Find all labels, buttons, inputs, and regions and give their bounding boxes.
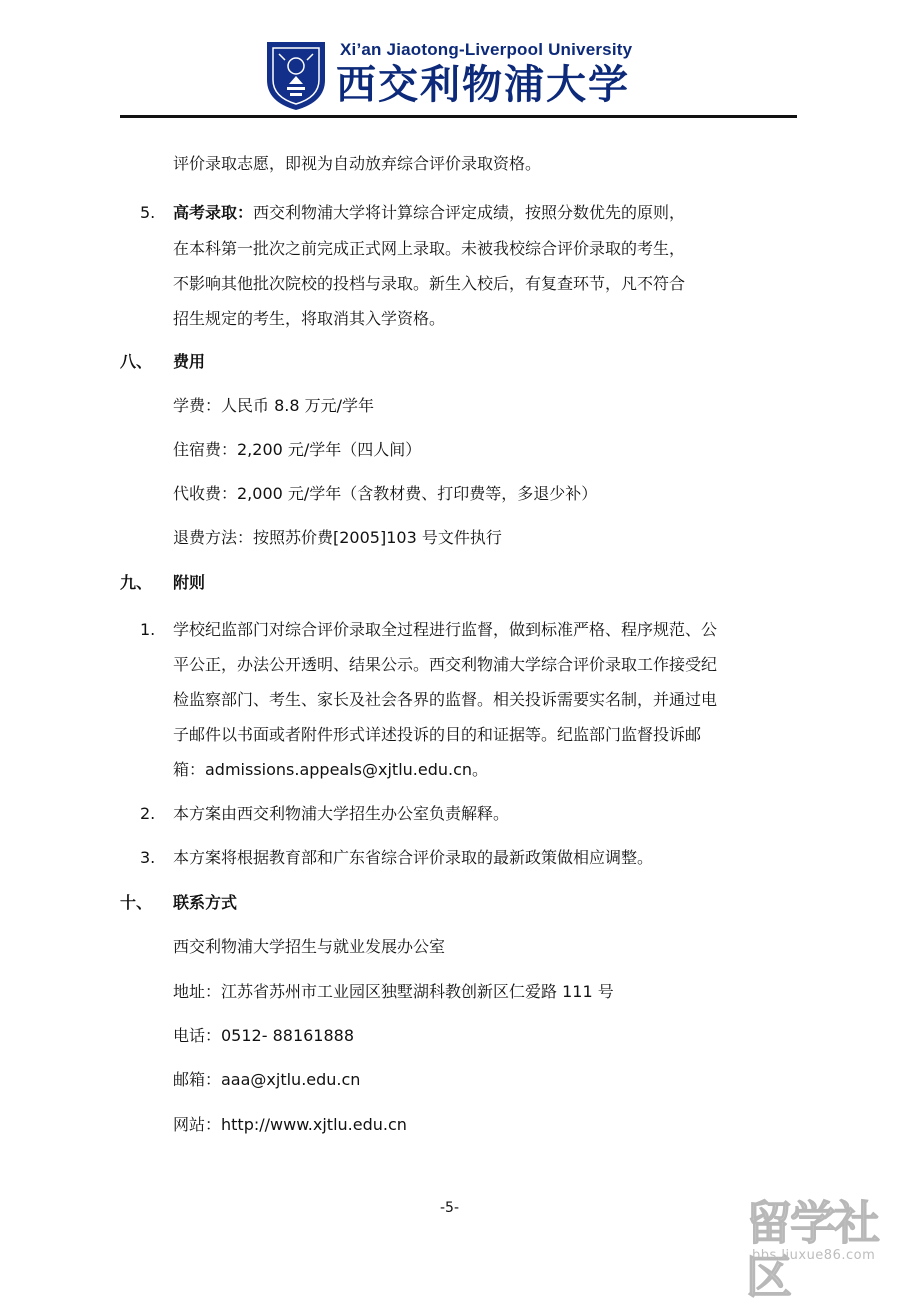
item3-text: 本方案将根据教育部和广东省综合评价录取的最新政策做相应调整。	[173, 848, 654, 867]
section-10-number: 十、	[120, 893, 153, 912]
university-name-chinese: 西交利物浦大学	[336, 61, 630, 108]
item1-line-4: 子邮件以书面或者附件形式详述投诉的目的和证据等。纪监部门监督投诉邮	[173, 725, 702, 744]
item1-line-1: 学校纪监部门对综合评价录取全过程进行监督，做到标准严格、程序规范、公	[173, 620, 718, 639]
section-10-title: 联系方式	[173, 893, 238, 912]
section-9-title: 附则	[173, 573, 206, 592]
watermark-url: bbs.liuxue86.com	[752, 1248, 876, 1263]
item-number-2: 2.	[140, 804, 156, 823]
fee-accommodation: 住宿费：2,200 元/学年（四人间）	[173, 440, 422, 459]
watermark	[746, 1196, 896, 1304]
item5-line-3: 不影响其他批次院校的投档与录取。新生入校后，有复查环节，凡不符合	[173, 274, 686, 293]
item5-line-1	[173, 203, 685, 223]
item5-label: 高考录取：	[173, 203, 254, 222]
section-8-title: 费用	[173, 352, 206, 371]
section-8-number: 八、	[120, 352, 153, 371]
item1-line-3: 检监察部门、考生、家长及社会各界的监督。相关投诉需要实名制，并通过电	[173, 690, 718, 709]
item-number-3: 3.	[140, 848, 156, 867]
fee-refund: 退费方法：按照苏价费[2005]103 号文件执行	[173, 528, 502, 547]
contact-website: 网站：http://www.xjtlu.edu.cn	[173, 1115, 407, 1134]
contact-address: 地址：江苏省苏州市工业园区独墅湖科教创新区仁爱路 111 号	[173, 982, 614, 1001]
contact-office: 西交利物浦大学招生与就业发展办公室	[173, 937, 446, 956]
university-crest-logo	[265, 40, 327, 112]
header-divider	[120, 115, 797, 118]
university-name-english: Xi’an Jiaotong-Liverpool University	[340, 40, 633, 59]
item5-line-2: 在本科第一批次之前完成正式网上录取。未被我校综合评价录取的考生，	[173, 239, 686, 258]
continued-paragraph: 评价录取志愿，即视为自动放弃综合评价录取资格。	[173, 154, 542, 173]
item5-text: 西交利物浦大学将计算综合评定成绩，按照分数优先的原则，	[253, 203, 686, 222]
item-number-1: 1.	[140, 620, 156, 639]
page-number: -5-	[440, 1200, 460, 1216]
item1-line-2: 平公正，办法公开透明、结果公示。西交利物浦大学综合评价录取工作接受纪	[173, 655, 718, 674]
item5-line-4: 招生规定的考生，将取消其入学资格。	[173, 309, 446, 328]
section-9-number: 九、	[120, 573, 153, 592]
page-header	[0, 0, 901, 122]
fee-tuition: 学费：人民币 8.8 万元/学年	[173, 396, 375, 415]
item2-text: 本方案由西交利物浦大学招生办公室负责解释。	[173, 804, 510, 823]
fee-collected: 代收费：2,000 元/学年（含教材费、打印费等，多退少补）	[173, 484, 598, 503]
contact-phone: 电话：0512- 88161888	[173, 1026, 355, 1045]
item1-line-5-email: 箱：admissions.appeals@xjtlu.edu.cn。	[173, 760, 489, 779]
contact-email: 邮箱：aaa@xjtlu.edu.cn	[173, 1070, 361, 1089]
item-number-5: 5.	[140, 203, 156, 222]
watermark-text: 留学社区	[746, 1196, 878, 1304]
